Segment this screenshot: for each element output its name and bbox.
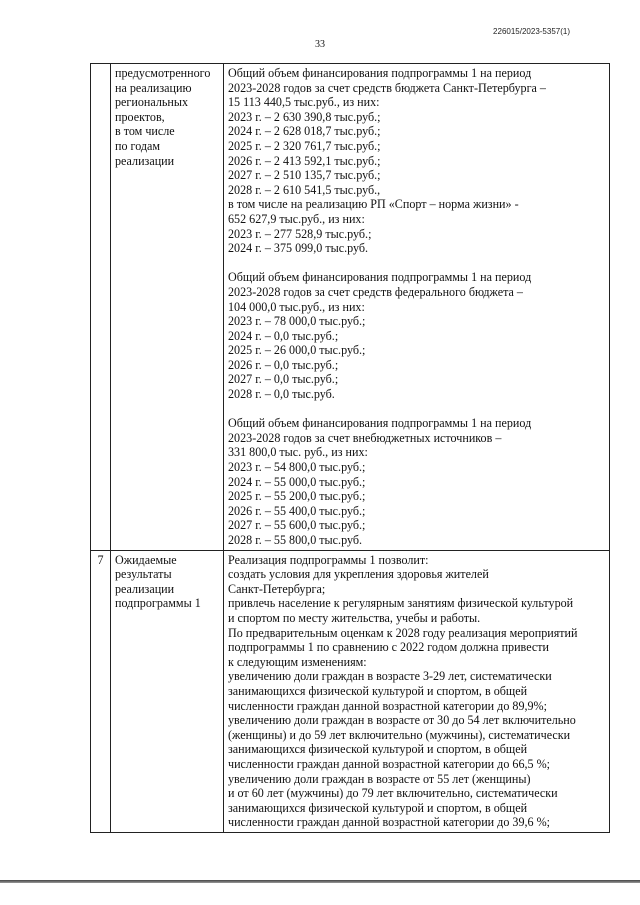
content-line: 2024 г. – 0,0 тыс.руб.; (228, 328, 339, 343)
row-label-cell (111, 550, 224, 832)
row-label-cell (111, 64, 224, 551)
content-line: 652 627,9 тыс.руб., из них: (228, 211, 365, 226)
funding-paragraph (228, 66, 605, 256)
content-line: 104 000,0 тыс.руб., из них: (228, 299, 365, 314)
content-line: занимающихся физической культурой и спортом, в общей (228, 800, 528, 815)
label-line: региональных (115, 95, 189, 110)
content-line: 2023 г. – 54 800,0 тыс.руб.; (228, 460, 366, 475)
label-line: Ожидаемые (115, 552, 177, 567)
content-line: 331 800,0 тыс. руб., из них: (228, 445, 368, 460)
content-line: По предварительным оценкам к 2028 году реализация мероприятий (228, 625, 578, 640)
content-line: 2024 г. – 55 000,0 тыс.руб.; (228, 474, 366, 489)
funding-paragraph (228, 553, 605, 830)
content-line: увеличению доли граждан в возрасте от 55 лет (женщины) (228, 771, 531, 786)
content-line: 2026 г. – 2 413 592,1 тыс.руб.; (228, 153, 381, 168)
row-number-cell: 7 (91, 550, 111, 832)
content-line: численности граждан данной возрастной категории до 66,5 %; (228, 756, 551, 771)
label-line: результаты (115, 567, 172, 582)
content-line: 2024 г. – 2 628 018,7 тыс.руб.; (228, 124, 381, 139)
content-line: численности граждан данной возрастной категории до 89,9%; (228, 698, 547, 713)
content-line: увеличению доли граждан в возрасте 3-29 лет, систематически (228, 669, 552, 684)
content-line: занимающихся физической культурой и спортом, в общей (228, 742, 528, 757)
content-line: создать условия для укрепления здоровья жителей (228, 567, 489, 582)
content-line: Общий объем финансирования подпрограммы 1 на период (228, 416, 532, 431)
label-line: предусмотренного (115, 66, 211, 80)
row-number-cell (91, 64, 111, 551)
program-table-wrapper (90, 63, 610, 833)
page-number: 33 (315, 39, 325, 50)
content-line: 2025 г. – 2 320 761,7 тыс.руб.; (228, 138, 381, 153)
content-line: Реализация подпрограммы 1 позволит: (228, 552, 429, 567)
content-line: 2023 г. – 277 528,9 тыс.руб.; (228, 226, 372, 241)
table-body (91, 64, 610, 833)
content-line: Общий объем финансирования подпрограммы 1 на период (228, 66, 532, 80)
content-line: 2023-2028 годов за счет внебюджетных источников – (228, 430, 502, 445)
content-line: 2025 г. – 55 200,0 тыс.руб.; (228, 489, 366, 504)
label-line: подпрограммы 1 (115, 596, 201, 611)
table-row (91, 550, 610, 832)
content-line: 2028 г. – 2 610 541,5 тыс.руб., (228, 182, 381, 197)
paragraph-gap (228, 402, 605, 417)
content-line: в том числе на реализацию РП «Спорт – норма жизни» - (228, 197, 519, 212)
content-line: численности граждан данной возрастной категории до 39,6 %; (228, 815, 551, 830)
label-line: по годам (115, 138, 161, 153)
label-line: проектов, (115, 109, 165, 124)
content-line: (женщины) и до 59 лет включительно (мужчины), систематически (228, 727, 571, 742)
content-line: 15 113 440,5 тыс.руб., из них: (228, 95, 380, 110)
label-line: на реализацию (115, 80, 192, 95)
content-line: увеличению доли граждан в возрасте от 30 до 54 лет включительно (228, 713, 576, 728)
content-line: Общий объем финансирования подпрограммы 1 на период (228, 270, 532, 285)
content-line: 2024 г. – 375 099,0 тыс.руб. (228, 241, 369, 256)
content-line: 2028 г. – 55 800,0 тыс.руб. (228, 533, 363, 547)
content-line: 2028 г. – 0,0 тыс.руб. (228, 387, 335, 402)
content-line: 2023 г. – 78 000,0 тыс.руб.; (228, 314, 366, 329)
table-row (91, 64, 610, 551)
content-line: 2027 г. – 55 600,0 тыс.руб.; (228, 518, 366, 533)
page-bottom-rule (0, 880, 640, 883)
content-line: Санкт-Петербурга; (228, 581, 326, 596)
content-line: и от 60 лет (мужчины) до 79 лет включительно, систематически (228, 786, 558, 801)
content-line: 2027 г. – 0,0 тыс.руб.; (228, 372, 339, 387)
content-line: 2023-2028 годов за счет средств бюджета Санкт-Петербурга – (228, 80, 546, 95)
content-line: 2025 г. – 26 000,0 тыс.руб.; (228, 343, 366, 358)
content-line: 2027 г. – 2 510 135,7 тыс.руб.; (228, 168, 381, 183)
content-line: привлечь население к регулярным занятиям физической культурой (228, 596, 574, 611)
row-content-cell (224, 64, 610, 551)
content-line: 2023 г. – 2 630 390,8 тыс.руб.; (228, 109, 381, 124)
program-table (90, 63, 610, 833)
content-line: и спортом по месту жительства, учебы и работы. (228, 610, 481, 625)
content-line: подпрограммы 1 по сравнению с 2022 годом должна привести (228, 640, 549, 655)
label-line: реализации (115, 581, 175, 596)
label-line: в том числе (115, 124, 175, 139)
label-line: реализации (115, 153, 175, 168)
content-line: 2023-2028 годов за счет средств федерального бюджета – (228, 284, 523, 299)
content-line: 2026 г. – 55 400,0 тыс.руб.; (228, 503, 366, 518)
content-line: к следующим изменениям: (228, 654, 367, 669)
content-line: занимающихся физической культурой и спортом, в общей (228, 683, 528, 698)
paragraph-gap (228, 256, 605, 271)
content-line: 2026 г. – 0,0 тыс.руб.; (228, 357, 339, 372)
funding-paragraph (228, 270, 605, 401)
funding-paragraph (228, 416, 605, 547)
row-content-cell (224, 550, 610, 832)
document-id: 226015/2023-5357(1) (493, 27, 570, 36)
